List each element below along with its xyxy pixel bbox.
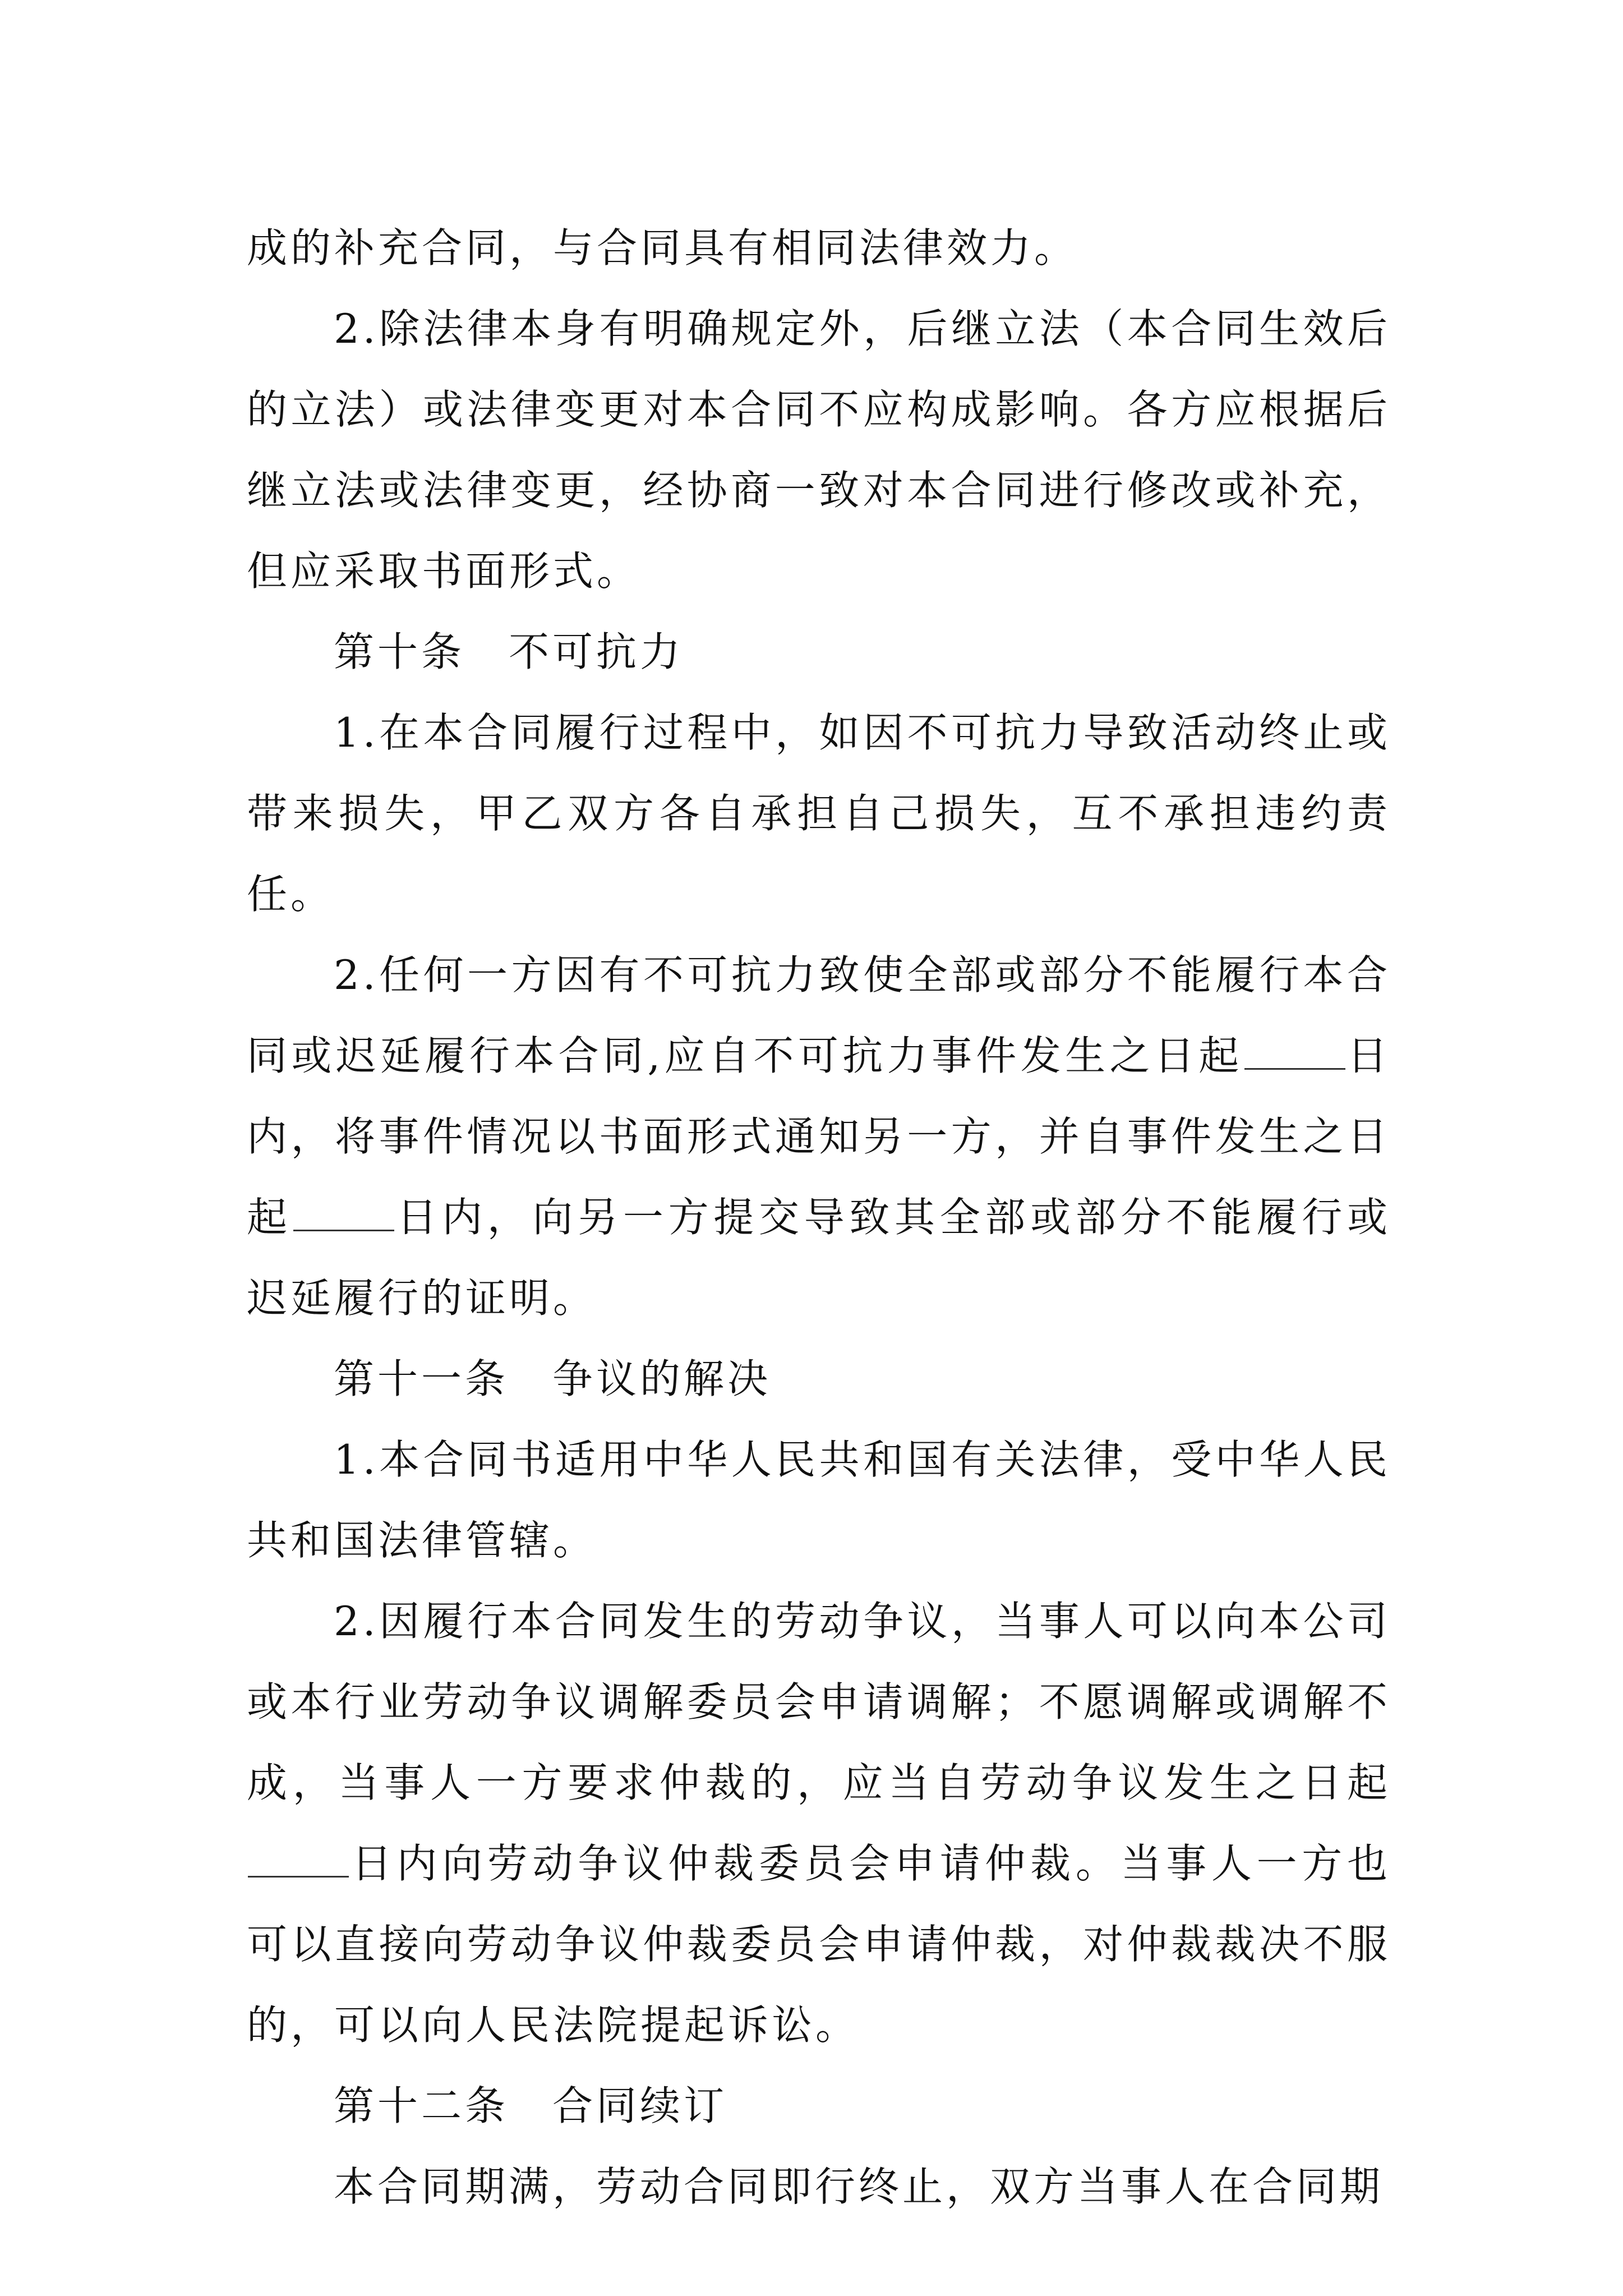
paragraph-continuation: 成的补充合同，与合同具有相同法律效力。 bbox=[247, 224, 1078, 272]
fill-in-blank bbox=[293, 1196, 394, 1231]
paragraph-force-majeure-1: 1.在本合同履行过程中，如因不可抗力导致活动终止或带来损失，甲乙双方各自承担自己损失，互不承担违约责任。 bbox=[247, 709, 1391, 918]
text-segment: 日内向劳动争议仲裁委员会申请仲裁。当事人一方也可以直接向劳动争议仲裁委员会申请仲裁，对仲裁裁决不服的，可以向人民法院提起诉讼。 bbox=[247, 1840, 1391, 2049]
text-segment: 2.因履行本合同发生的劳动争议，当事人可以向本公司或本行业劳动争议调解委员会申请调解；不愿调解或调解不成，当事人一方要求仲裁的，应当自劳动争议发生之日起 bbox=[247, 1598, 1391, 1806]
fill-in-blank bbox=[1244, 1034, 1345, 1070]
paragraph-dispute-1: 1.本合同书适用中华人民共和国有关法律，受中华人民共和国法律管辖。 bbox=[247, 1436, 1391, 1564]
article-10-heading: 第十条 不可抗力 bbox=[334, 628, 684, 675]
document-body bbox=[247, 208, 1391, 2227]
text-segment: 2.任何一方因有不可抗力致使全部或部分不能履行本合同或迟延履行本合同,应自不可抗力事件发生之日起 bbox=[247, 951, 1391, 1079]
paragraph-force-majeure-2 bbox=[247, 935, 1391, 1338]
text-segment: 日内，向另一方提交导致其全部或部分不能履行或迟延履行的证明。 bbox=[247, 1194, 1391, 1322]
text-segment: 日内，将事件情况以书面形式通知另一方，并自事件发生之日起 bbox=[247, 1032, 1391, 1241]
article-12-heading: 第十二条 合同续订 bbox=[334, 2082, 728, 2129]
paragraph-dispute-2 bbox=[247, 1581, 1391, 2065]
paragraph-legislation-change: 2.除法律本身有明确规定外，后继立法（本合同生效后的立法）或法律变更对本合同不应构成影响。各方应根据后继立法或法律变更，经协商一致对本合同进行修改或补充，但应采取书面形式。 bbox=[247, 305, 1391, 595]
article-11-heading: 第十一条 争议的解决 bbox=[334, 1355, 772, 1402]
fill-in-blank bbox=[248, 1842, 349, 1878]
paragraph-renewal: 本合同期满，劳动合同即行终止，双方当事人在合同期 bbox=[334, 2163, 1384, 2210]
